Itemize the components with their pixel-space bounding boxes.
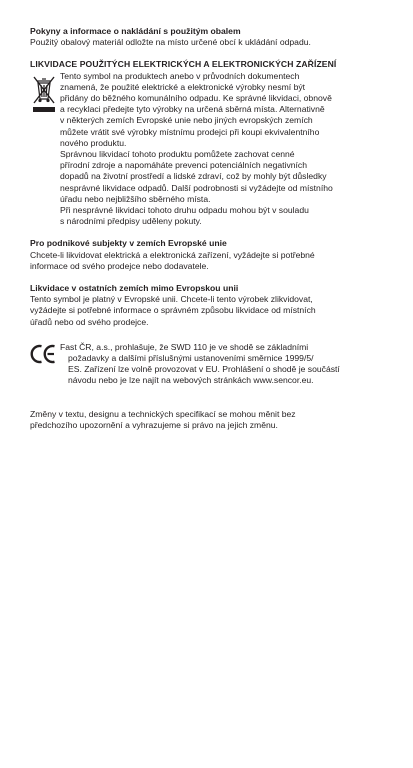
business-line: Chcete-li likvidovat elektrická a elektronická zařízení, vyžádejte si potřebné xyxy=(30,249,315,260)
ce-declaration xyxy=(30,342,386,387)
ce-mark-icon xyxy=(30,344,58,364)
document-page xyxy=(30,26,386,442)
weee-line: přírodní zdroje a napomáháte prevenci potenciálních negativních xyxy=(60,160,307,171)
weee-line: a recyklaci předejte tyto výrobky na určená sběrná místa. Alternativně xyxy=(60,104,325,115)
outside-eu-line: vyžádejte si potřebné informace o správném způsobu likvidace od místních xyxy=(30,305,316,316)
outside-eu-heading: Likvidace v ostatních zemích mimo Evropskou unii xyxy=(30,283,239,294)
weee-line: s národními předpisy uděleny pokuty. xyxy=(60,216,202,227)
outside-eu-section xyxy=(30,283,386,328)
business-heading: Pro podnikové subjekty v zemích Evropské unie xyxy=(30,238,227,249)
ce-line: Fast ČR, a.s., prohlašuje, že SWD 110 je ve shodě se základními xyxy=(60,341,309,352)
outside-eu-line: Tento symbol je platný v Evropské unii. Chcete-li tento výrobek zlikvidovat, xyxy=(30,294,313,305)
weee-line: nového produktu. xyxy=(60,137,127,148)
weee-line: znamená, že použité elektrické a elektronické výrobky nesmí být xyxy=(60,81,306,92)
changes-line: Změny v textu, designu a technických specifikací se mohou měnit bez xyxy=(30,408,296,419)
weee-line: nesprávné likvidace odpadů. Další podrobnosti si vyžádejte od místního xyxy=(60,182,333,193)
weee-line: Tento symbol na produktech anebo v průvodních dokumentech xyxy=(60,70,300,81)
ce-line: ES. Zařízení lze volně provozovat v EU. Prohlášení o shodě je součástí xyxy=(68,364,340,375)
weee-block xyxy=(30,71,386,228)
changes-notice xyxy=(30,409,386,431)
packaging-heading: Pokyny a informace o nakládání s použitým obalem xyxy=(30,26,241,36)
weee-line: Při nesprávné likvidaci tohoto druhu odpadu mohou být v souladu xyxy=(60,205,309,216)
business-section xyxy=(30,238,386,272)
weee-line: úřadu nebo nejbližšího sběrného místa. xyxy=(60,193,211,204)
weee-heading: LIKVIDACE POUŽITÝCH ELEKTRICKÝCH A ELEKTRONICKÝCH ZAŘÍZENÍ xyxy=(30,59,337,70)
weee-line: v některých zemích Evropské unie nebo jiných evropských zemích xyxy=(60,115,313,126)
weee-line: dopadů na životní prostředí a lidské zdraví, což by mohly být důsledky xyxy=(60,171,327,182)
packaging-text: Použitý obalový materiál odložte na místo určené obcí k ukládání odpadu. xyxy=(30,37,311,48)
ce-line: požadavky a dalšími příslušnými ustanoveními směrnice 1999/5/ xyxy=(68,353,314,364)
outside-eu-line: úřadů nebo od svého prodejce. xyxy=(30,316,149,327)
weee-section xyxy=(30,59,386,227)
crossed-out-bin-icon xyxy=(31,73,57,115)
ce-line: návodu nebo je lze najít na webových stránkách www.sencor.eu. xyxy=(68,375,314,386)
changes-line: předchozího upozornění a vyhrazujeme si právo na jejich změnu. xyxy=(30,419,278,430)
business-line: informace od svého prodejce nebo dodavatele. xyxy=(30,260,209,271)
weee-line: přidány do běžného komunálního odpadu. Ke správné likvidaci, obnově xyxy=(60,93,332,104)
weee-line: Správnou likvidací tohoto produktu pomůžete zachovat cenné xyxy=(60,149,295,160)
packaging-section xyxy=(30,26,386,48)
weee-line: můžete vrátit své výrobky místnímu prodejci při koupi ekvivalentního xyxy=(60,126,320,137)
